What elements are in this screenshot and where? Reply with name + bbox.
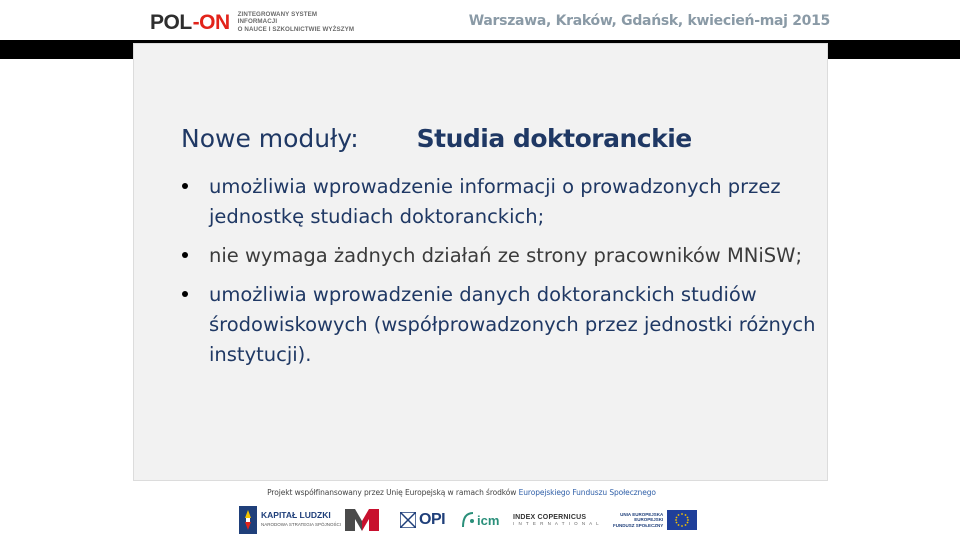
polon-logo [150,8,358,36]
bullet-text: nie wymaga żadnych działań ze strony pracowników MNiSW; [209,244,803,267]
title-main: Studia doktoranckie [416,124,692,153]
opi-logo [400,504,445,536]
logo-dash-text: - [192,10,200,34]
title-prefix: Nowe moduły: [181,124,359,153]
index-copernicus-logo [513,504,600,536]
icm-text: icm [477,512,500,528]
bullet-dot-icon [182,291,188,297]
bullet-list [182,172,822,379]
mnisw-emblem-icon [345,509,379,531]
kapital-ludzki-subtext: NARODOWA STRATEGIA SPÓJNOŚCI [261,522,342,527]
bullet-dot-icon [182,183,188,189]
kapital-ludzki-logo [239,504,341,536]
slide-title [181,124,692,153]
funding-note [153,488,770,497]
kapital-ludzki-icon [239,506,257,534]
funding-note-link: Europejskiego Funduszu Społecznego [518,488,656,497]
polon-logo-mark [150,12,230,33]
icm-emblem-icon [461,511,475,529]
logo-tagline [238,11,358,33]
ue-efs-logo [613,504,697,536]
footer-logos-strip [153,484,770,540]
mnisw-logo [345,504,379,536]
bullet-item [182,172,822,232]
slide-card [133,43,828,481]
bullet-dot-icon [182,252,188,258]
eu-flag-icon [667,510,697,530]
ue-text-line1: UNIA EUROPEJSKA [620,511,664,517]
bullet-item [182,280,822,370]
kapital-ludzki-text: KAPITAŁ LUDZKI [261,510,331,520]
header [0,0,960,40]
opi-text: OPI [419,511,446,528]
ue-text-line3: FUNDUSZ SPOŁECZNY [613,522,664,528]
bullet-text: umożliwia wprowadzenie danych doktoranckich studiów środowiskowych (współprowadzonych przez jednostki różnych instytucji). [209,283,816,366]
partner-logos [153,504,770,536]
icm-logo [461,504,499,536]
logo-tagline-line2: O NAUCE I SZKOLNICTWIE WYŻSZYM [237,25,355,33]
index-copernicus-text: INDEX COPERNICUS [513,514,587,521]
ue-text-line2: EUROPEJSKI [634,517,664,523]
index-copernicus-subtext: I N T E R N A T I O N A L [513,521,601,526]
funding-note-prefix: Projekt współfinansowany przez Unię Europejską w ramach środków [267,488,517,497]
bullet-text: umożliwia wprowadzenie informacji o prowadzonych przez jednostkę studiach doktoranckich; [209,175,781,228]
logo-tagline-line1: ZINTEGROWANY SYSTEM INFORMACJI [237,11,318,26]
logo-on-text: ON [199,10,230,34]
logo-pol-text: POL [150,10,192,34]
event-info: Warszawa, Kraków, Gdańsk, kwiecień-maj 2015 [468,13,830,29]
opi-emblem-icon [400,512,416,528]
bullet-item [182,241,822,271]
